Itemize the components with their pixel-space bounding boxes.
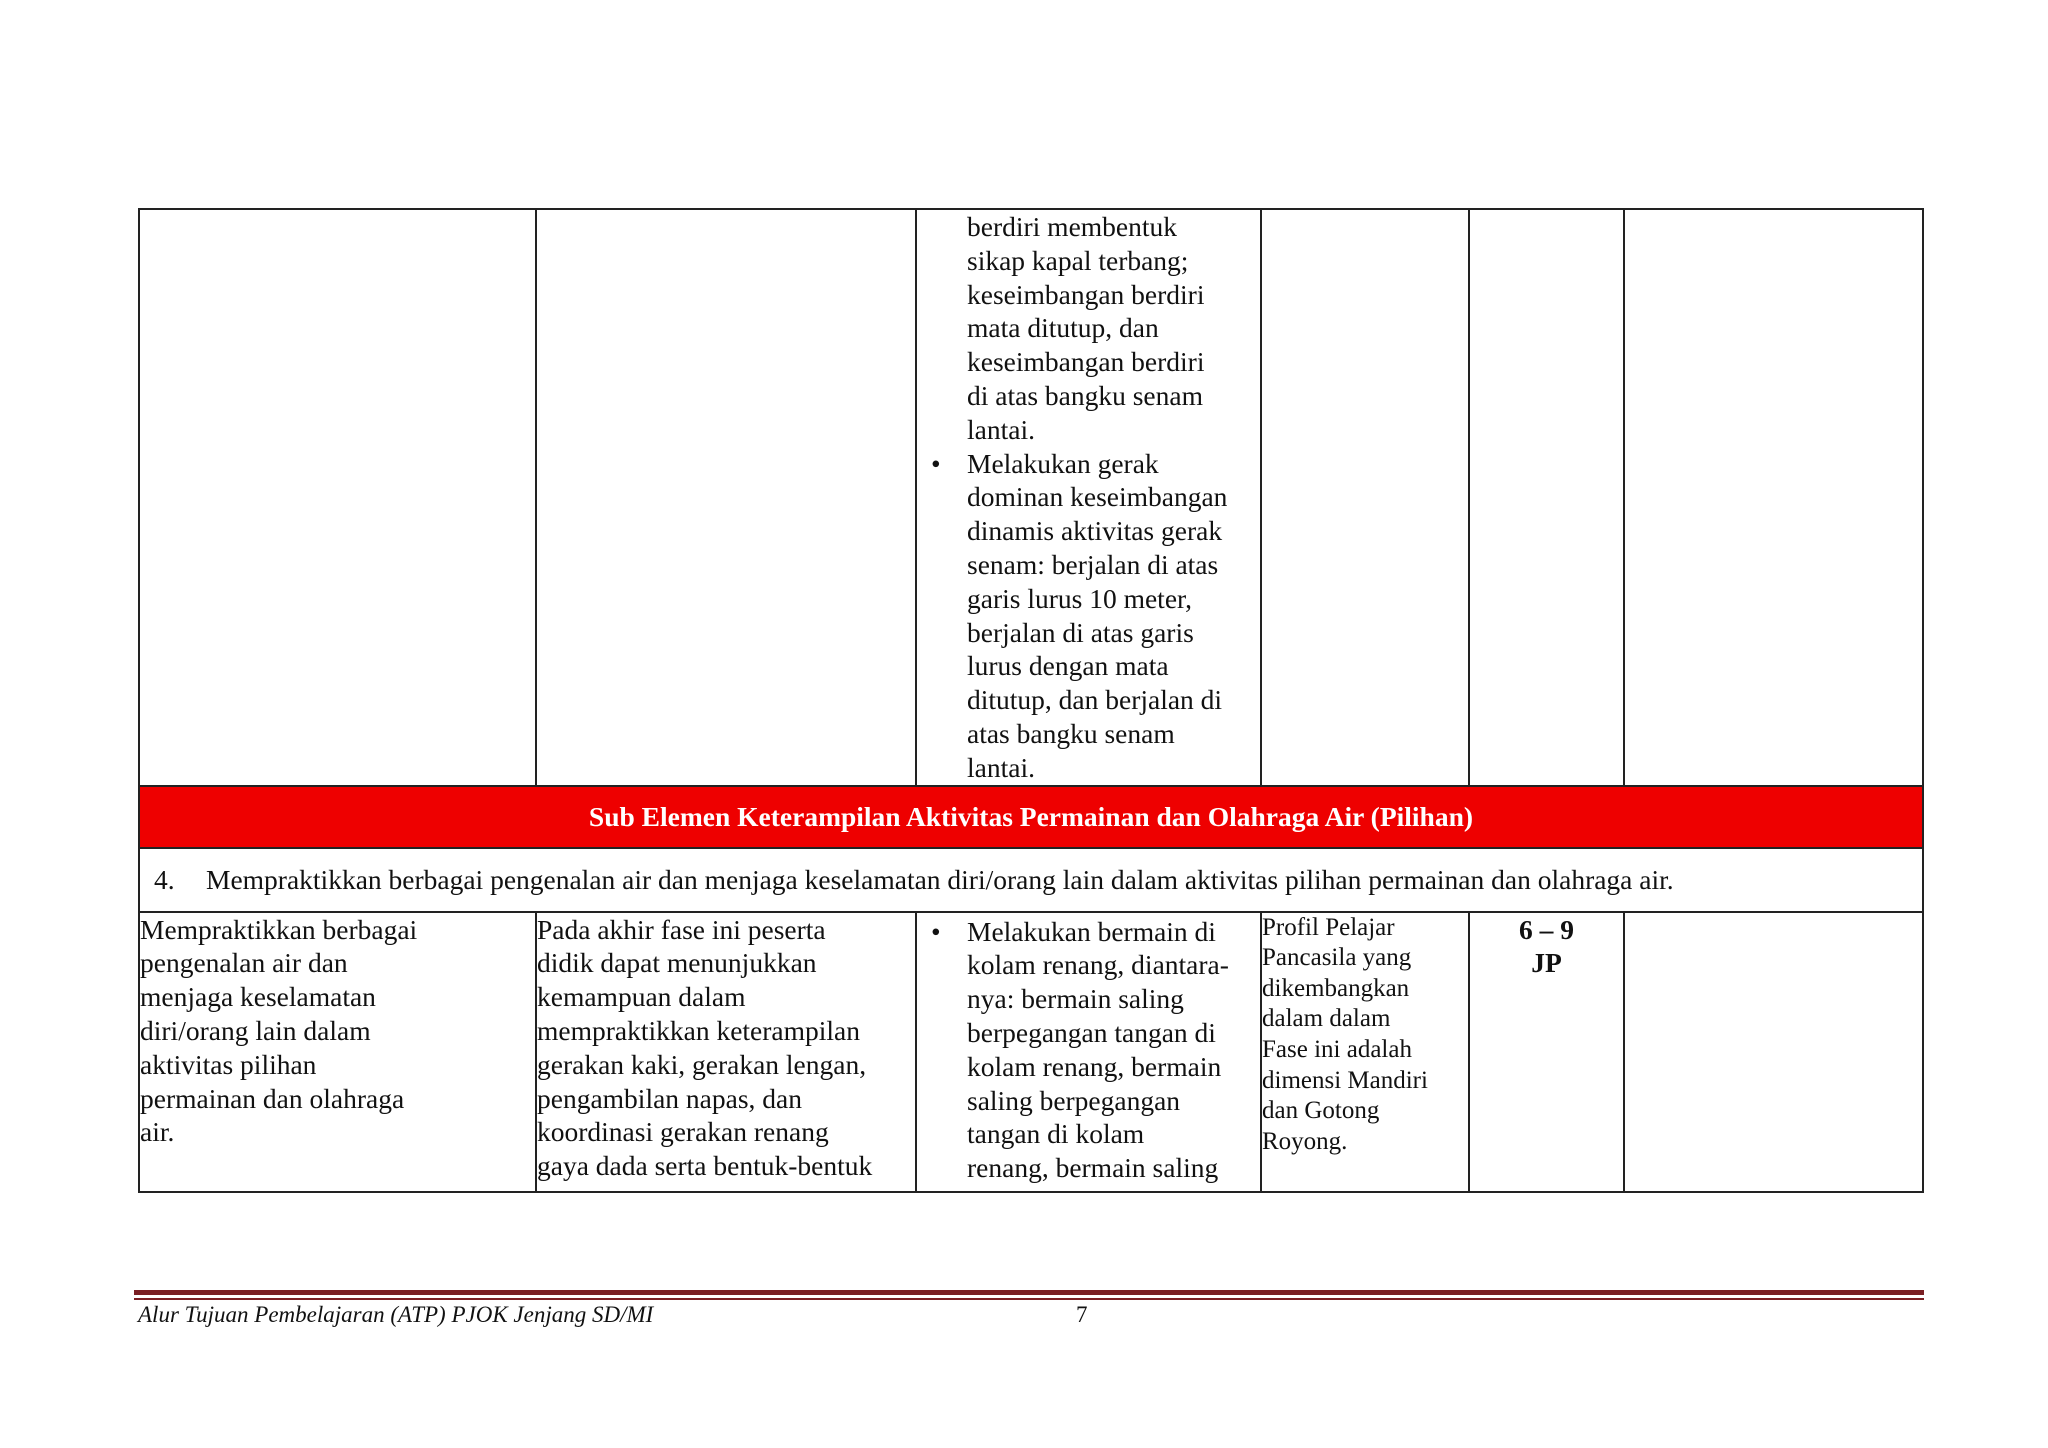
text-line: kolam renang, diantara- [967, 949, 1229, 981]
text-line: pengambilan napas, dan [537, 1082, 802, 1114]
cont-cell-6 [1624, 209, 1923, 786]
text-line: garis lurus 10 meter, [967, 582, 1192, 614]
footer-rule-thick [134, 1290, 1924, 1295]
text-line: keseimbangan berdiri [967, 278, 1205, 310]
jp-unit: JP [1531, 947, 1562, 979]
text-line: nya: bermain saling [967, 983, 1184, 1015]
text-line: atas bangku senam [967, 717, 1175, 749]
text-line: kemampuan dalam [537, 981, 746, 1013]
text-line: di atas bangku senam [967, 379, 1203, 411]
text-line: Fase ini adalah [1262, 1035, 1412, 1063]
text-line: lurus dengan mata [967, 650, 1169, 682]
section-header-row [139, 786, 1923, 848]
footer-rule-thin [134, 1298, 1924, 1300]
text-line: lantai. [967, 751, 1035, 783]
text-line: koordinasi gerakan renang [537, 1116, 829, 1148]
text-line: Royong. [1262, 1127, 1348, 1155]
activity-cell [916, 912, 1261, 1192]
section-header: Sub Elemen Keterampilan Aktivitas Permainan dan Olahraga Air (Pilihan) [139, 786, 1923, 848]
text-line: menjaga keselamatan [140, 981, 376, 1013]
text-line: gaya dada serta bentuk-bentuk [537, 1150, 873, 1182]
goal-number: 4. [154, 863, 175, 895]
text-line: kolam renang, bermain [967, 1050, 1222, 1082]
text-line: renang, bermain saling [967, 1152, 1219, 1184]
bullet-2 [967, 447, 1250, 785]
text-line: dan Gotong [1262, 1097, 1380, 1125]
cont-cell-2 [536, 209, 916, 786]
bullet-activity [967, 915, 1250, 1185]
text-line: dimensi Mandiri [1262, 1066, 1428, 1094]
jp-range: 6 – 9 [1519, 913, 1574, 945]
achievement-cell [536, 912, 916, 1192]
text-line: Pada akhir fase ini peserta [537, 913, 826, 945]
footer-title: Alur Tujuan Pembelajaran (ATP) PJOK Jenjang SD/MI [138, 1302, 654, 1327]
text-line: • Melakukan bermain di [967, 915, 1216, 947]
main-row [139, 912, 1923, 1192]
atp-table [138, 208, 1924, 1193]
text-line: permainan dan olahraga [140, 1082, 405, 1114]
text-line: dinamis aktivitas gerak [967, 515, 1223, 547]
text-line: dalam dalam [1262, 1005, 1391, 1033]
text-line: pengenalan air dan [140, 947, 348, 979]
cont-cell-5 [1469, 209, 1624, 786]
goal-cell [139, 848, 1923, 912]
text-line: diri/orang lain dalam [140, 1014, 371, 1046]
jp-cell [1469, 912, 1624, 1192]
text-line: gerakan kaki, gerakan lengan, [537, 1048, 867, 1080]
text-line: senam: berjalan di atas [967, 548, 1219, 580]
text-line: didik dapat menunjukkan [537, 947, 817, 979]
text-line: Pancasila yang [1262, 944, 1412, 972]
text-line: lantai. [967, 413, 1035, 445]
text-line: mata ditutup, dan [967, 312, 1159, 344]
text-line: sikap kapal terbang; [967, 244, 1189, 276]
text-line: air. [140, 1116, 175, 1148]
text-line: berdiri membentuk [967, 211, 1178, 242]
page-number: 7 [1076, 1302, 1088, 1327]
profil-cell [1261, 912, 1469, 1192]
text-line: • Melakukan gerak [967, 447, 1159, 479]
objective-cell [139, 912, 536, 1192]
cont-cell-4 [1261, 209, 1469, 786]
text-line: mempraktikkan keterampilan [537, 1014, 861, 1046]
text-line: dikembangkan [1262, 974, 1410, 1002]
text-line: dominan keseimbangan [967, 481, 1228, 513]
text-line: ditutup, dan berjalan di [967, 684, 1223, 716]
text-line: keseimbangan berdiri [967, 346, 1205, 378]
text-line: tangan di kolam [967, 1118, 1145, 1150]
activity-list [917, 210, 1250, 785]
bullet-1-tail [967, 210, 1250, 447]
text-line: saling berpegangan [967, 1084, 1181, 1116]
text-line: Mempraktikkan berbagai [140, 913, 418, 945]
text-line: berjalan di atas garis [967, 616, 1194, 648]
continuation-row [139, 209, 1923, 786]
text-line: berpegangan tangan di [967, 1016, 1216, 1048]
cont-cell-activities [916, 209, 1261, 786]
activity-list-2 [917, 915, 1250, 1185]
goal-text: Mempraktikkan berbagai pengenalan air dan menjaga keselamatan diri/orang lain dalam aktivitas pilihan permainan dan olahraga air. [206, 863, 1674, 895]
text-line: aktivitas pilihan [140, 1048, 317, 1080]
goal-row [139, 848, 1923, 912]
cont-cell-1 [139, 209, 536, 786]
empty-cell [1624, 912, 1923, 1192]
text-line: Profil Pelajar [1262, 913, 1395, 941]
